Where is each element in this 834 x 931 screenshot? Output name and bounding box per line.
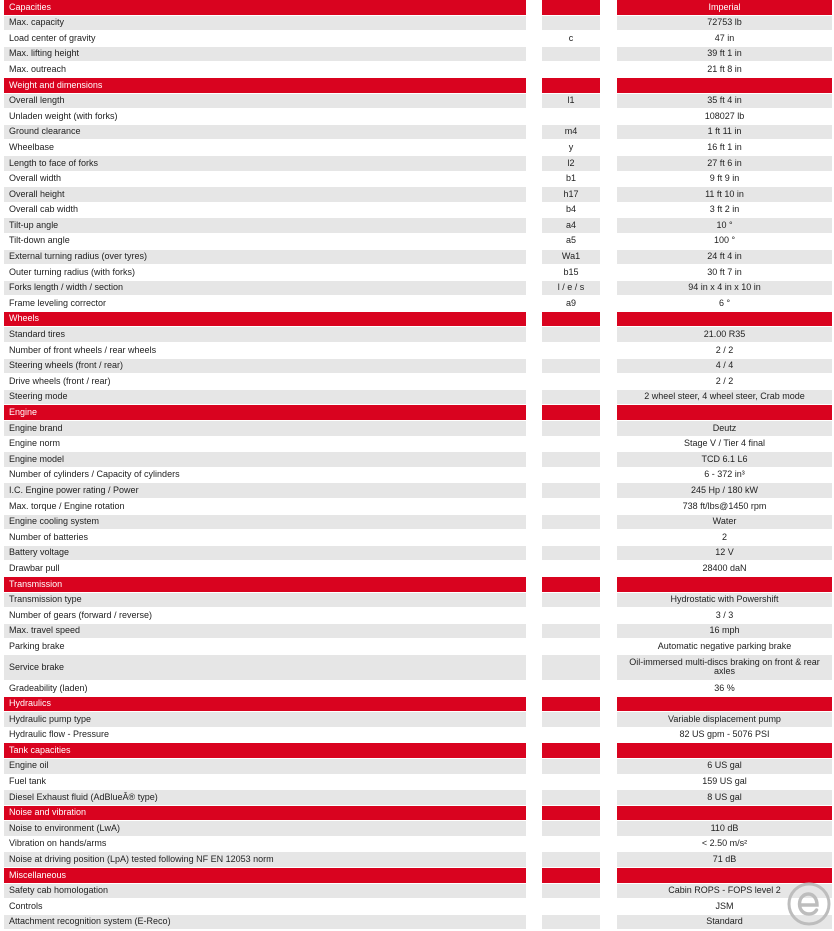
spec-value: 9 ft 9 in	[709, 173, 740, 184]
spec-symbol	[542, 681, 600, 696]
spec-symbol	[542, 359, 600, 374]
spec-row	[0, 483, 834, 499]
spec-label: Engine cooling system	[4, 515, 526, 530]
spec-value: Standard	[617, 915, 832, 930]
spec-row	[0, 790, 834, 806]
spec-row	[0, 639, 834, 655]
spec-symbol	[542, 16, 600, 31]
spec-label: Number of gears (forward / reverse)	[9, 609, 153, 620]
spec-symbol	[542, 899, 600, 914]
spec-value: 159 US gal	[702, 776, 747, 787]
spec-label: Overall width	[9, 173, 62, 184]
unit-header: Imperial	[617, 0, 832, 15]
spec-row	[0, 437, 834, 453]
spec-value: 12 V	[617, 546, 832, 561]
spec-label: Ground clearance	[4, 125, 526, 140]
spec-symbol	[542, 499, 600, 514]
spec-label: Controls	[9, 900, 43, 911]
spec-value: 8 US gal	[617, 790, 832, 805]
spec-symbol: h17	[542, 187, 600, 202]
spec-label: Service brake	[4, 655, 526, 680]
spec-label: Battery voltage	[4, 546, 526, 561]
spec-row	[0, 218, 834, 234]
spec-symbol: y	[568, 141, 574, 152]
spec-symbol	[542, 884, 600, 899]
spec-value: 47 in	[714, 32, 735, 43]
spec-label: Diesel Exhaust fluid (AdBlueÂ® type)	[4, 790, 526, 805]
spec-value: 2 wheel steer, 4 wheel steer, Crab mode	[617, 390, 832, 405]
spec-symbol	[542, 728, 600, 743]
spec-value: Variable displacement pump	[617, 712, 832, 727]
spec-value: 21 ft 8 in	[707, 63, 742, 74]
section-header	[0, 312, 834, 328]
spec-label: I.C. Engine power rating / Power	[4, 483, 526, 498]
symbol-header	[542, 405, 600, 420]
spec-value: Deutz	[617, 421, 832, 436]
spec-symbol	[542, 452, 600, 467]
spec-symbol	[542, 624, 600, 639]
spec-symbol: a4	[542, 218, 600, 233]
spec-symbol: a5	[565, 235, 576, 246]
spec-label: Max. travel speed	[4, 624, 526, 639]
spec-label: Tilt-up angle	[4, 218, 526, 233]
spec-value: 1 ft 11 in	[617, 125, 832, 140]
spec-label: Vibration on hands/arms	[9, 838, 107, 849]
spec-label: Overall length	[4, 94, 526, 109]
spec-label: Max. capacity	[4, 16, 526, 31]
spec-label: External turning radius (over tyres)	[4, 250, 526, 265]
spec-symbol	[542, 421, 600, 436]
spec-label: Engine model	[4, 452, 526, 467]
spec-value: 2	[721, 531, 727, 542]
spec-value: 11 ft 10 in	[617, 187, 832, 202]
spec-row	[0, 296, 834, 312]
spec-label: Length to face of forks	[4, 156, 526, 171]
section-title: Miscellaneous	[4, 868, 526, 883]
spec-symbol	[542, 468, 600, 483]
section-header	[0, 697, 834, 713]
spec-symbol: Wa1	[542, 250, 600, 265]
spec-label: Steering mode	[4, 390, 526, 405]
section-title: Engine	[4, 405, 526, 420]
spec-value: Automatic negative parking brake	[657, 640, 792, 651]
spec-label: Number of batteries	[9, 531, 89, 542]
unit-header	[617, 577, 832, 592]
spec-symbol: b15	[563, 266, 579, 277]
spec-symbol: b4	[565, 204, 576, 215]
spec-row	[0, 452, 834, 468]
spec-value: Oil-immersed multi-discs braking on front & rear axles	[617, 655, 832, 680]
spec-symbol: a9	[565, 297, 576, 308]
symbol-header	[542, 0, 600, 15]
spec-symbol	[542, 546, 600, 561]
spec-row	[0, 681, 834, 697]
spec-row	[0, 250, 834, 266]
spec-label: Engine norm	[9, 438, 61, 449]
section-title: Noise and vibration	[4, 806, 526, 821]
spec-value: TCD 6.1 L6	[617, 452, 832, 467]
spec-symbol	[542, 109, 600, 124]
section-title: Transmission	[4, 577, 526, 592]
unit-header	[617, 697, 832, 712]
spec-label: Frame leveling corrector	[9, 297, 107, 308]
spec-symbol	[542, 530, 600, 545]
spec-symbol	[542, 561, 600, 576]
section-header	[0, 78, 834, 94]
spec-label: Hydraulic pump type	[4, 712, 526, 727]
spec-value: 27 ft 6 in	[617, 156, 832, 171]
spec-label: Fuel tank	[9, 776, 47, 787]
spec-value: 30 ft 7 in	[707, 266, 742, 277]
spec-value: 35 ft 4 in	[617, 94, 832, 109]
spec-symbol	[542, 775, 600, 790]
unit-header	[617, 806, 832, 821]
unit-header	[617, 405, 832, 420]
spec-value: 108027 lb	[704, 110, 745, 121]
spec-value: JSM	[715, 900, 734, 911]
spec-value: 72753 lb	[617, 16, 832, 31]
spec-value: Water	[617, 515, 832, 530]
spec-value: 6 °	[718, 297, 731, 308]
section-header	[0, 405, 834, 421]
spec-label: Drive wheels (front / rear)	[9, 375, 111, 386]
spec-label: Overall cab width	[9, 204, 79, 215]
spec-row	[0, 16, 834, 32]
spec-row	[0, 265, 834, 281]
spec-value: 245 Hp / 180 kW	[617, 483, 832, 498]
spec-symbol: b1	[565, 173, 576, 184]
spec-label: Number of cylinders / Capacity of cylinders	[9, 469, 180, 480]
spec-row	[0, 109, 834, 125]
spec-value: 100 °	[713, 235, 736, 246]
spec-value: 94 in x 4 in x 10 in	[617, 281, 832, 296]
spec-label: Max. torque / Engine rotation	[9, 500, 125, 511]
unit-header	[617, 312, 832, 327]
spec-row	[0, 655, 834, 681]
spec-symbol	[542, 374, 600, 389]
symbol-header	[542, 743, 600, 758]
spec-label: Standard tires	[4, 327, 526, 342]
spec-value: < 2.50 m/s²	[701, 838, 748, 849]
symbol-header	[542, 868, 600, 883]
spec-row	[0, 852, 834, 868]
spec-row	[0, 515, 834, 531]
spec-value: 82 US gpm - 5076 PSI	[679, 729, 770, 740]
spec-row	[0, 125, 834, 141]
spec-label: Forks length / width / section	[4, 281, 526, 296]
spec-symbol	[542, 483, 600, 498]
spec-symbol: c	[568, 32, 574, 43]
section-header	[0, 0, 834, 16]
spec-row	[0, 530, 834, 546]
section-title: Wheels	[4, 312, 526, 327]
symbol-header	[542, 697, 600, 712]
spec-value: 110 dB	[617, 821, 832, 836]
spec-row	[0, 593, 834, 609]
spec-label: Safety cab homologation	[4, 884, 526, 899]
spec-row	[0, 47, 834, 63]
spec-row	[0, 374, 834, 390]
spec-row	[0, 140, 834, 156]
spec-row	[0, 234, 834, 250]
spec-label: Max. outreach	[9, 63, 67, 74]
spec-value: 6 US gal	[617, 759, 832, 774]
spec-symbol	[542, 608, 600, 623]
spec-symbol	[542, 593, 600, 608]
symbol-header	[542, 312, 600, 327]
spec-value: 2 / 2	[715, 344, 734, 355]
spec-row	[0, 837, 834, 853]
spec-label: Noise at driving position (LpA) tested following NF EN 12053 norm	[4, 852, 526, 867]
spec-value: 16 ft 1 in	[707, 141, 742, 152]
spec-row	[0, 390, 834, 406]
spec-row	[0, 172, 834, 188]
spec-symbol	[542, 437, 600, 452]
section-header	[0, 743, 834, 759]
spec-row	[0, 499, 834, 515]
spec-value: 24 ft 4 in	[617, 250, 832, 265]
spec-label: Engine brand	[4, 421, 526, 436]
spec-row	[0, 31, 834, 47]
spec-value: Hydrostatic with Powershift	[617, 593, 832, 608]
spec-row	[0, 821, 834, 837]
spec-label: Steering wheels (front / rear)	[4, 359, 526, 374]
spec-row	[0, 359, 834, 375]
spec-symbol	[542, 852, 600, 867]
spec-label: Hydraulic flow - Pressure	[9, 729, 110, 740]
spec-value: 71 dB	[617, 852, 832, 867]
spec-label: Attachment recognition system (E-Reco)	[4, 915, 526, 930]
spec-label: Max. lifting height	[4, 47, 526, 62]
spec-value: Cabin ROPS - FOPS level 2	[617, 884, 832, 899]
spec-symbol	[542, 712, 600, 727]
spec-row	[0, 608, 834, 624]
spec-label: Engine oil	[4, 759, 526, 774]
spec-row	[0, 327, 834, 343]
spec-symbol	[542, 390, 600, 405]
spec-symbol	[542, 327, 600, 342]
spec-label: Number of front wheels / rear wheels	[9, 344, 157, 355]
spec-value: 2 / 2	[715, 375, 734, 386]
spec-row	[0, 775, 834, 791]
symbol-header	[542, 577, 600, 592]
spec-symbol	[542, 639, 600, 654]
spec-symbol	[542, 47, 600, 62]
spec-row	[0, 899, 834, 915]
unit-header	[617, 743, 832, 758]
spec-symbol	[542, 343, 600, 358]
spec-symbol	[542, 915, 600, 930]
spec-value: 6 - 372 in³	[704, 469, 745, 480]
spec-symbol: m4	[542, 125, 600, 140]
spec-label: Gradeability (laden)	[9, 682, 88, 693]
spec-value: 21.00 R35	[617, 327, 832, 342]
spec-symbol	[542, 821, 600, 836]
spec-row	[0, 421, 834, 437]
spec-label: Load center of gravity	[9, 32, 96, 43]
section-header	[0, 868, 834, 884]
spec-row	[0, 281, 834, 297]
spec-symbol	[542, 837, 600, 852]
section-title: Capacities	[4, 0, 526, 15]
spec-value: 39 ft 1 in	[617, 47, 832, 62]
spec-symbol: l / e / s	[542, 281, 600, 296]
symbol-header	[542, 78, 600, 93]
unit-header	[617, 78, 832, 93]
spec-label: Overall height	[4, 187, 526, 202]
spec-row	[0, 187, 834, 203]
spec-label: Unladen weight (with forks)	[9, 110, 118, 121]
spec-value: Stage V / Tier 4 final	[683, 438, 766, 449]
spec-label: Drawbar pull	[9, 562, 60, 573]
spec-row	[0, 546, 834, 562]
section-title: Hydraulics	[4, 697, 526, 712]
unit-header	[617, 868, 832, 883]
spec-label: Outer turning radius (with forks)	[9, 266, 136, 277]
spec-value: 738 ft/lbs@1450 rpm	[682, 500, 767, 511]
spec-row	[0, 759, 834, 775]
section-header	[0, 806, 834, 822]
spec-symbol	[542, 790, 600, 805]
spec-row	[0, 94, 834, 110]
spec-row	[0, 561, 834, 577]
spec-row	[0, 884, 834, 900]
section-header	[0, 577, 834, 593]
spec-row	[0, 728, 834, 744]
spec-label: Parking brake	[9, 640, 65, 651]
spec-row	[0, 712, 834, 728]
section-title: Tank capacities	[4, 743, 526, 758]
spec-symbol	[542, 62, 600, 77]
spec-row	[0, 203, 834, 219]
spec-label: Tilt-down angle	[9, 235, 70, 246]
spec-row	[0, 624, 834, 640]
spec-symbol	[542, 515, 600, 530]
symbol-header	[542, 806, 600, 821]
spec-value: 28400 daN	[702, 562, 747, 573]
spec-label: Transmission type	[4, 593, 526, 608]
spec-value: 10 °	[617, 218, 832, 233]
section-title: Weight and dimensions	[4, 78, 526, 93]
spec-row	[0, 156, 834, 172]
spec-symbol: l2	[542, 156, 600, 171]
spec-value: 16 mph	[617, 624, 832, 639]
spec-symbol	[542, 759, 600, 774]
e-logo-icon	[787, 882, 831, 926]
spec-row	[0, 915, 834, 931]
spec-value: 4 / 4	[617, 359, 832, 374]
spec-value: 3 ft 2 in	[709, 204, 740, 215]
spec-symbol	[542, 655, 600, 680]
spec-value: 3 / 3	[715, 609, 734, 620]
spec-row	[0, 468, 834, 484]
spec-row	[0, 62, 834, 78]
spec-value: 36 %	[714, 682, 735, 693]
spec-label: Noise to environment (LwA)	[4, 821, 526, 836]
spec-label: Wheelbase	[9, 141, 55, 152]
spec-row	[0, 343, 834, 359]
spec-symbol: l1	[542, 94, 600, 109]
